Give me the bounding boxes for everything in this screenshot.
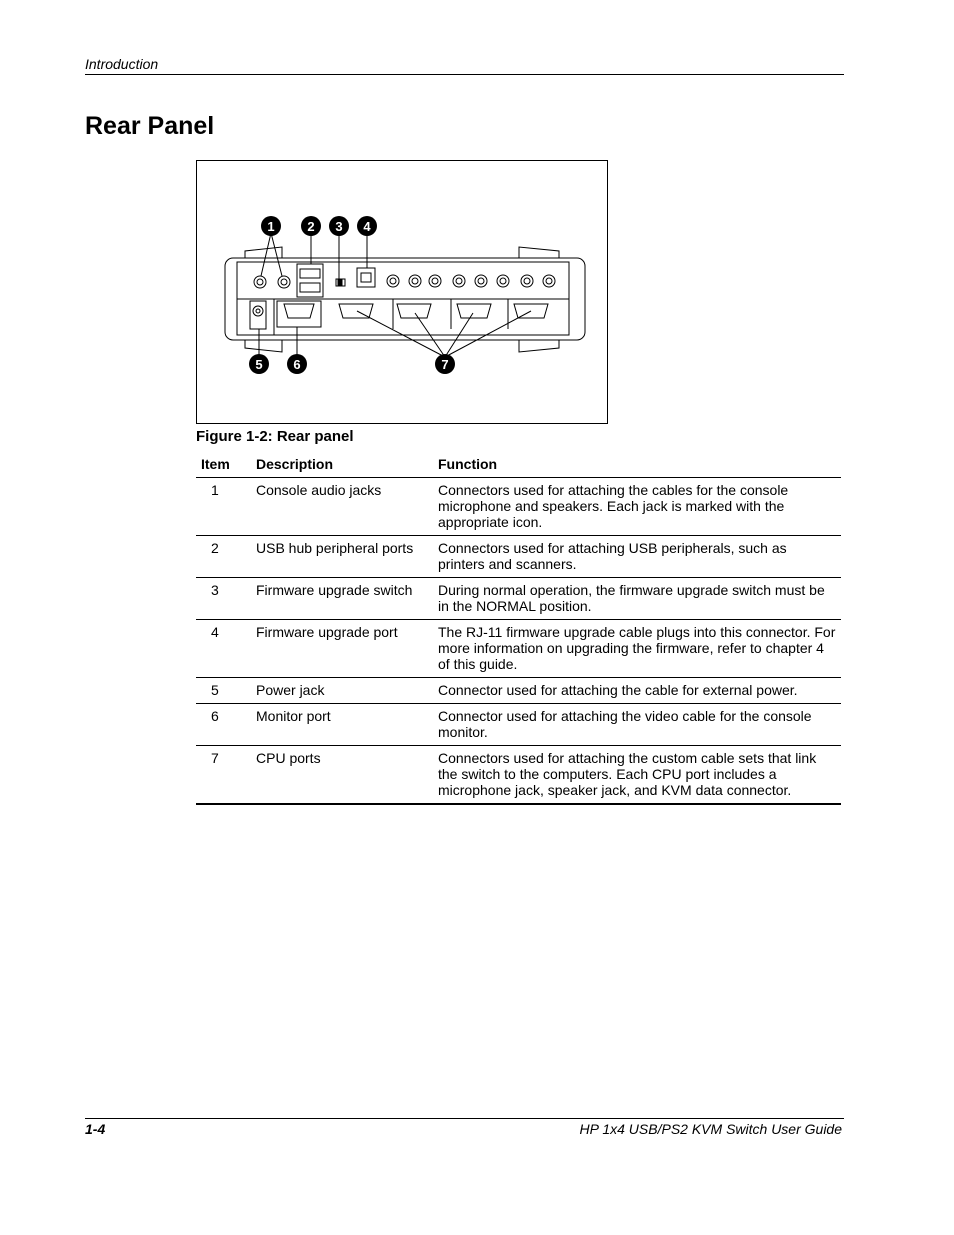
callout-4-label: 4 xyxy=(363,219,371,234)
table-row xyxy=(196,620,841,678)
item-number: 5 xyxy=(196,678,251,704)
item-description: USB hub peripheral ports xyxy=(251,536,433,578)
table-row xyxy=(196,536,841,578)
table-row xyxy=(196,678,841,704)
figure-caption: Figure 1-2: Rear panel xyxy=(196,428,354,445)
item-description: Power jack xyxy=(251,678,433,704)
table-row xyxy=(196,478,841,536)
running-header: Introduction xyxy=(85,56,159,72)
item-function: The RJ-11 firmware upgrade cable plugs into this connector. For more information on upgrading the firmware, refer to chapter 4 of this guide. xyxy=(433,620,841,678)
item-description: Firmware upgrade port xyxy=(251,620,433,678)
footer-rule xyxy=(85,1118,844,1119)
item-number: 1 xyxy=(196,478,251,536)
item-function: Connector used for attaching the cable for external power. xyxy=(433,678,841,704)
callout-5-label: 5 xyxy=(255,357,263,372)
page-title: Rear Panel xyxy=(85,112,215,140)
callout-1-label: 1 xyxy=(267,219,275,234)
item-function: Connectors used for attaching the custom cable sets that link the switch to the computers. Each CPU port includes a microphone jack, speaker jack, and KVM data connector. xyxy=(433,746,841,805)
item-function: During normal operation, the firmware upgrade switch must be in the NORMAL position. xyxy=(433,578,841,620)
rear-panel-figure xyxy=(196,160,608,424)
item-description: Console audio jacks xyxy=(251,478,433,536)
table-row xyxy=(196,746,841,805)
item-function: Connectors used for attaching the cables for the console microphone and speakers. Each jack is marked with the appropriate icon. xyxy=(433,478,841,536)
item-number: 6 xyxy=(196,704,251,746)
item-number: 7 xyxy=(196,746,251,805)
callout-6-label: 6 xyxy=(293,357,301,372)
item-number: 4 xyxy=(196,620,251,678)
item-number: 3 xyxy=(196,578,251,620)
table-row xyxy=(196,578,841,620)
rear-panel-table xyxy=(196,452,841,805)
callout-1 xyxy=(261,216,281,236)
callout-7-label: 7 xyxy=(441,357,449,372)
callout-6 xyxy=(287,354,307,374)
item-number: 2 xyxy=(196,536,251,578)
callout-3 xyxy=(329,216,349,236)
callout-4 xyxy=(357,216,377,236)
column-header-item: Item xyxy=(196,452,251,478)
rear-panel-illustration xyxy=(197,161,607,423)
column-header-function: Function xyxy=(433,452,841,478)
callout-7 xyxy=(435,354,455,374)
item-function: Connector used for attaching the video cable for the console monitor. xyxy=(433,704,841,746)
table-row xyxy=(196,704,841,746)
item-description: Firmware upgrade switch xyxy=(251,578,433,620)
item-description: Monitor port xyxy=(251,704,433,746)
header-rule xyxy=(85,74,844,75)
callout-3-label: 3 xyxy=(335,219,343,234)
column-header-description: Description xyxy=(251,452,433,478)
page-number: 1-4 xyxy=(85,1121,106,1137)
callout-2-label: 2 xyxy=(307,219,315,234)
callout-2 xyxy=(301,216,321,236)
item-function: Connectors used for attaching USB peripherals, such as printers and scanners. xyxy=(433,536,841,578)
guide-title: HP 1x4 USB/PS2 KVM Switch User Guide xyxy=(579,1121,842,1137)
table-header-row xyxy=(196,452,841,478)
callout-5 xyxy=(249,354,269,374)
item-description: CPU ports xyxy=(251,746,433,805)
